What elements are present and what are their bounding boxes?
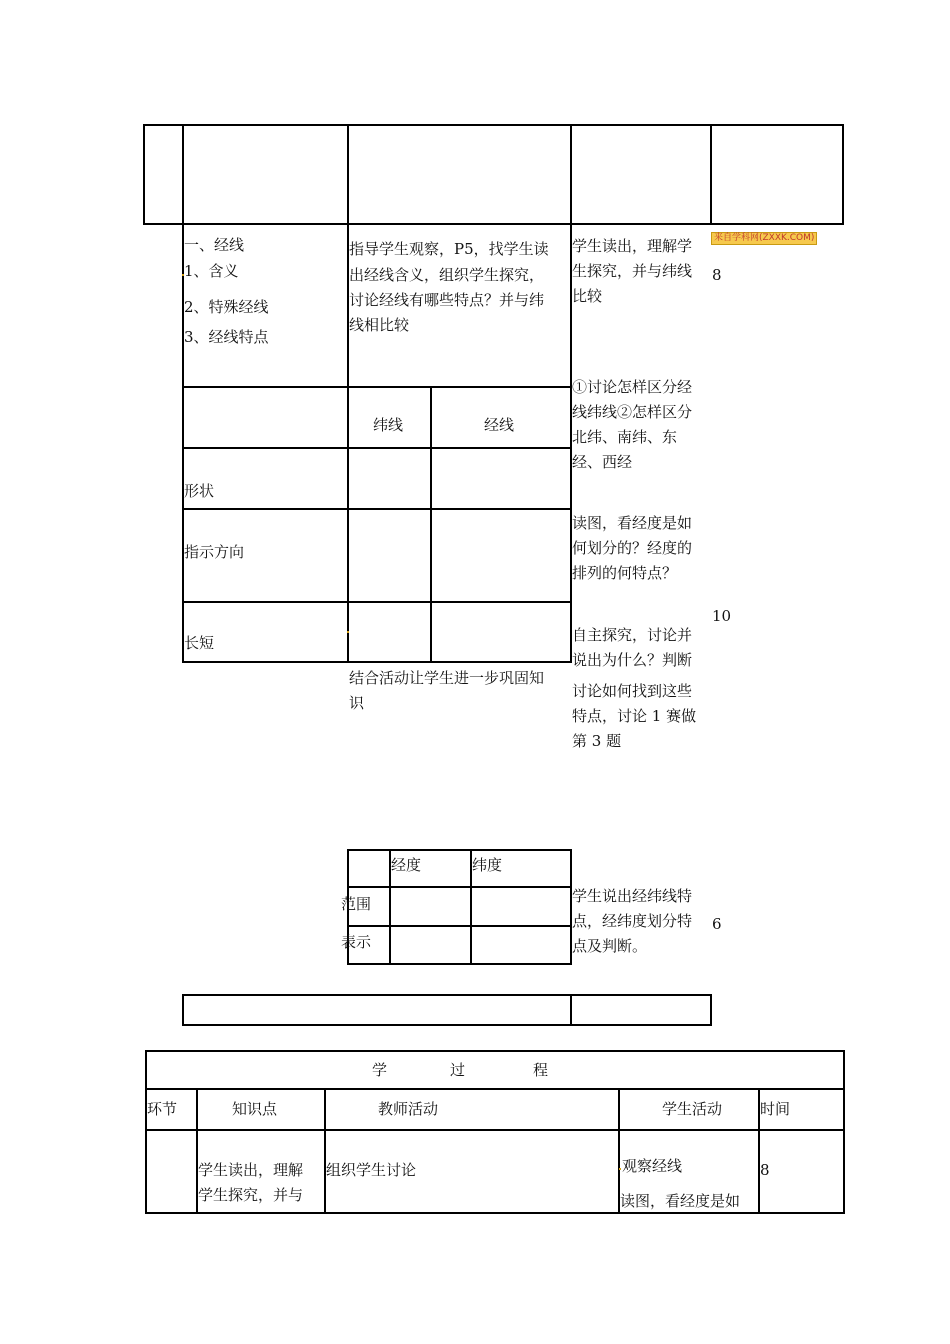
header-section: 环节: [147, 1100, 178, 1118]
row-student-line: 观察经线: [622, 1157, 683, 1175]
rule: [182, 1024, 712, 1026]
row-time: 8: [760, 1161, 770, 1179]
header-time: 时间: [760, 1100, 791, 1118]
header-teacher: 教师活动: [378, 1100, 439, 1118]
rule: [324, 1088, 326, 1214]
header-student: 学生活动: [662, 1100, 723, 1118]
student-note-line: 排列的何特点？: [572, 564, 678, 582]
row-label-shape: 形状: [184, 482, 215, 500]
rule: [182, 601, 572, 603]
student-note-line: 说出为什么？判断: [572, 651, 693, 669]
rule: [143, 124, 844, 126]
student-note-line: 读图，看经度是如: [572, 514, 693, 532]
row-label-notation: 表示: [341, 933, 372, 951]
rule: [347, 886, 572, 888]
teacher-text-line: 讨论经线有哪些特点？并与纬: [349, 291, 545, 309]
teacher-text-line: 出经线含义，组织学生探究，: [349, 266, 545, 284]
teacher-text-line: 线相比较: [349, 316, 410, 334]
rule: [182, 386, 572, 388]
student-note-line: ①讨论怎样区分经: [572, 378, 693, 396]
rule: [710, 124, 712, 225]
process-title-char: 程: [533, 1061, 549, 1079]
rule: [430, 386, 432, 663]
col-header-weixian: 纬线: [373, 416, 404, 434]
time-value: 8: [712, 266, 722, 284]
student-note-line: 第 3 题: [572, 732, 622, 750]
student-note-line: 特点，讨论 1 赛做: [572, 707, 697, 725]
activity-text-line: 识: [349, 694, 365, 712]
marker-dot: [347, 631, 349, 633]
source-watermark: 来自学科网(ZXXK.COM): [711, 232, 817, 245]
teacher-text-line: 指导学生观察，P5，找学生读: [349, 240, 549, 258]
rule: [347, 124, 349, 225]
rule: [145, 1050, 845, 1052]
student-note-line: 自主探究，讨论并: [572, 626, 693, 644]
col-header-jingdu: 经度: [391, 856, 422, 874]
rule: [843, 1050, 845, 1214]
rule: [182, 447, 572, 449]
student-note-line: 讨论如何找到这些: [572, 682, 693, 700]
rule: [143, 223, 844, 225]
rule: [143, 124, 145, 225]
jingxian-heading: 一、经线: [184, 236, 245, 254]
row-label-direction: 指示方向: [184, 543, 245, 561]
rule: [182, 225, 184, 663]
rule: [182, 508, 572, 510]
student-text-line: 生探究，并与纬线: [572, 262, 693, 280]
row-student-line: 读图，看经度是如: [620, 1192, 741, 1210]
student-note-line: 线纬线②怎样区分: [572, 403, 693, 421]
rule: [145, 1088, 845, 1090]
process-title-char: 过: [450, 1061, 466, 1079]
rule: [182, 994, 184, 1026]
student-text-line: 比较: [572, 287, 603, 305]
student-text-line: 学生读出，理解学: [572, 237, 693, 255]
student-note-line: 北纬、南纬、东: [572, 428, 678, 446]
summary-line: 点，经纬度划分特: [572, 912, 693, 930]
rule: [145, 1050, 147, 1214]
time-value: 6: [712, 915, 722, 933]
marker-dot: [619, 1168, 621, 1170]
row-label-range: 范围: [341, 895, 372, 913]
process-title-char: 学: [372, 1061, 388, 1079]
knowledge-item: 2、特殊经线: [184, 298, 269, 316]
rule: [347, 925, 572, 927]
rule: [347, 963, 572, 965]
rule: [145, 1129, 845, 1131]
rule: [182, 661, 572, 663]
rule: [347, 849, 572, 851]
rule: [182, 124, 184, 225]
rule: [710, 994, 712, 1026]
student-note-line: 何划分的？经度的: [572, 539, 693, 557]
rule: [182, 994, 712, 996]
rule: [570, 124, 572, 225]
rule: [570, 994, 572, 1026]
summary-line: 点及判断。: [572, 937, 648, 955]
activity-text-line: 结合活动让学生进一步巩固知: [349, 669, 545, 687]
row-teacher: 组织学生讨论: [326, 1161, 417, 1179]
row-label-length: 长短: [184, 634, 215, 652]
row-knowledge-line: 学生读出，理解: [198, 1161, 304, 1179]
col-header-weidu: 纬度: [472, 856, 503, 874]
summary-line: 学生说出经纬线特: [572, 887, 693, 905]
knowledge-item: 1、含义: [184, 262, 239, 280]
time-value: 10: [712, 607, 732, 625]
marker-dot: [182, 274, 184, 276]
student-note-line: 经、西经: [572, 453, 633, 471]
rule: [842, 124, 844, 225]
knowledge-item: 3、经线特点: [184, 328, 269, 346]
col-header-jingxian: 经线: [484, 416, 515, 434]
header-knowledge: 知识点: [232, 1100, 278, 1118]
row-knowledge-line: 学生探究，并与: [198, 1186, 304, 1204]
